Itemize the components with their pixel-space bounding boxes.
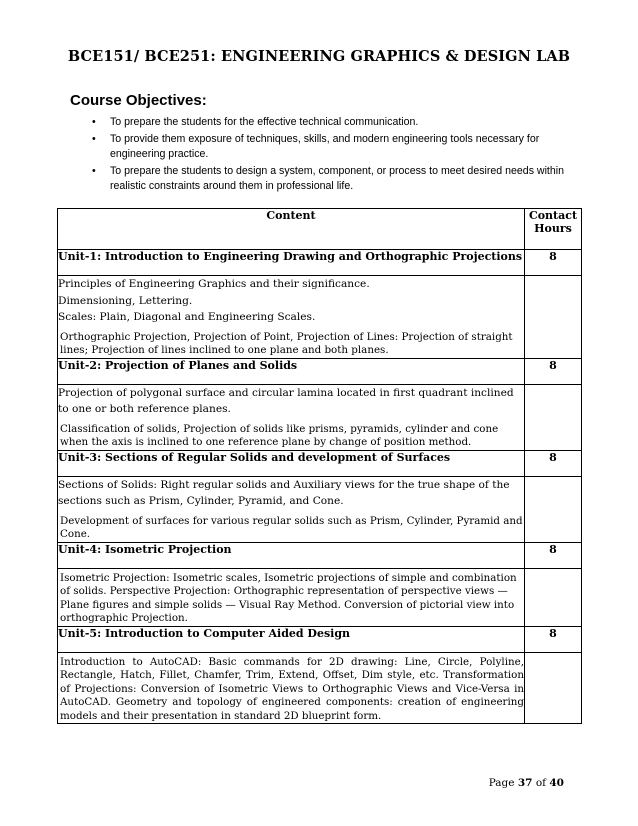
page-total: 40 (549, 777, 564, 789)
unit-topics (58, 568, 525, 626)
objective-item (70, 132, 580, 163)
topic-paragraph: Development of surfaces for various regular solids such as Prism, Cylinder, Pyramid and Cone. (60, 514, 523, 540)
objective-item (70, 164, 580, 195)
unit-title-row (58, 542, 582, 568)
page-current: 37 (517, 777, 533, 789)
objectives-list (70, 115, 580, 195)
unit-hours-empty-cell (525, 384, 582, 450)
topic-line: Projection of polygonal surface and circular lamina located in first quadrant inclined to one or both reference planes. (58, 386, 514, 415)
unit-hours-empty-cell (525, 568, 582, 626)
objective-text: To prepare the students to design a system, component, or process to meet desired needs within realistic constraints around them in professional life. (110, 164, 565, 192)
page-number (489, 777, 564, 789)
objective-text: To prepare the students for the effective technical communication. (110, 116, 419, 128)
unit-content-row (58, 568, 582, 626)
unit-hours-empty-cell (525, 276, 582, 359)
contact-hours-header-line1: Contact (528, 209, 578, 222)
topic-paragraph: Isometric Projection: Isometric scales, Isometric projections of simple and combination of solids. Perspective Projection: Orthographic representation of perspective views — Plane figures and simple solids — Visual Ray Method. Conversion of pictorial view into orthographic Projection. (60, 571, 517, 624)
contact-hours-header-line2: Hours (534, 222, 572, 235)
unit-hours: 8 (525, 250, 582, 276)
syllabus-table (57, 208, 582, 724)
unit-title-row (58, 626, 582, 652)
unit-hours: 8 (525, 626, 582, 652)
unit-hours: 8 (525, 542, 582, 568)
unit-topics (58, 276, 525, 359)
unit-title-row (58, 250, 582, 276)
contact-hours-header (525, 209, 582, 250)
unit-title-row (58, 450, 582, 476)
unit-hours-empty-cell (525, 652, 582, 724)
bullet-icon: • (92, 116, 96, 128)
unit-content-row (58, 652, 582, 724)
course-objectives (70, 92, 580, 196)
page-label: Page (488, 777, 515, 789)
topic-paragraph: Orthographic Projection, Projection of Point, Projection of Lines: Projection of straight lines; Projection of lines inclined to one plane and both planes. (60, 330, 513, 356)
objective-text: To provide them exposure of techniques, skills, and modern engineering tools necessary for engineering practice. (110, 132, 540, 160)
unit-content-row (58, 384, 582, 450)
unit-rows (58, 250, 582, 724)
objective-item (70, 115, 580, 131)
unit-title-row (58, 358, 582, 384)
table-header-row (58, 209, 582, 250)
content-header: Content (58, 209, 525, 250)
unit-title: Unit-1: Introduction to Engineering Drawing and Orthographic Projections (58, 250, 525, 276)
unit-title: Unit-3: Sections of Regular Solids and development of Surfaces (58, 450, 525, 476)
unit-topics (58, 384, 525, 450)
unit-hours-empty-cell (525, 476, 582, 542)
bullet-icon: • (92, 132, 96, 145)
unit-title: Unit-5: Introduction to Computer Aided Design (58, 626, 525, 652)
topic-paragraph: Classification of solids, Projection of solids like prisms, pyramids, cylinder and cone when the axis is inclined to one reference plane by change of position method. (60, 422, 499, 448)
topic-line: Dimensioning, Lettering. (58, 294, 193, 307)
bullet-icon: • (92, 164, 96, 177)
unit-content-row (58, 476, 582, 542)
unit-topics (58, 476, 525, 542)
unit-content-row (58, 276, 582, 359)
page-of-label: of (535, 777, 547, 789)
unit-title: Unit-2: Projection of Planes and Solids (58, 358, 525, 384)
page-title: BCE151/ BCE251: ENGINEERING GRAPHICS & DESIGN LAB (67, 48, 571, 65)
objectives-heading: Course Objectives: (70, 92, 207, 109)
topic-paragraph: Introduction to AutoCAD: Basic commands for 2D drawing: Line, Circle, Polyline, Rectangle, Hatch, Fillet, Chamfer, Trim, Extend, Offset, Dim style, etc. Transformation of Projections: Conversion of Isometric Views to Orthographic Views and Vice-Versa in AutoCAD. Geometry and topology of engineered components: creation of engineering models and their presentation in standard 2D blueprint form. (60, 655, 524, 722)
unit-hours: 8 (525, 358, 582, 384)
unit-topics (58, 652, 525, 724)
unit-title: Unit-4: Isometric Projection (58, 542, 525, 568)
topic-line: Scales: Plain, Diagonal and Engineering Scales. (58, 311, 316, 323)
topic-line: Sections of Solids: Right regular solids and Auxiliary views for the true shape of the sections such as Prism, Cylinder, Pyramid, and Cone. (58, 478, 510, 507)
unit-hours: 8 (525, 450, 582, 476)
topic-line: Principles of Engineering Graphics and their significance. (58, 278, 370, 290)
